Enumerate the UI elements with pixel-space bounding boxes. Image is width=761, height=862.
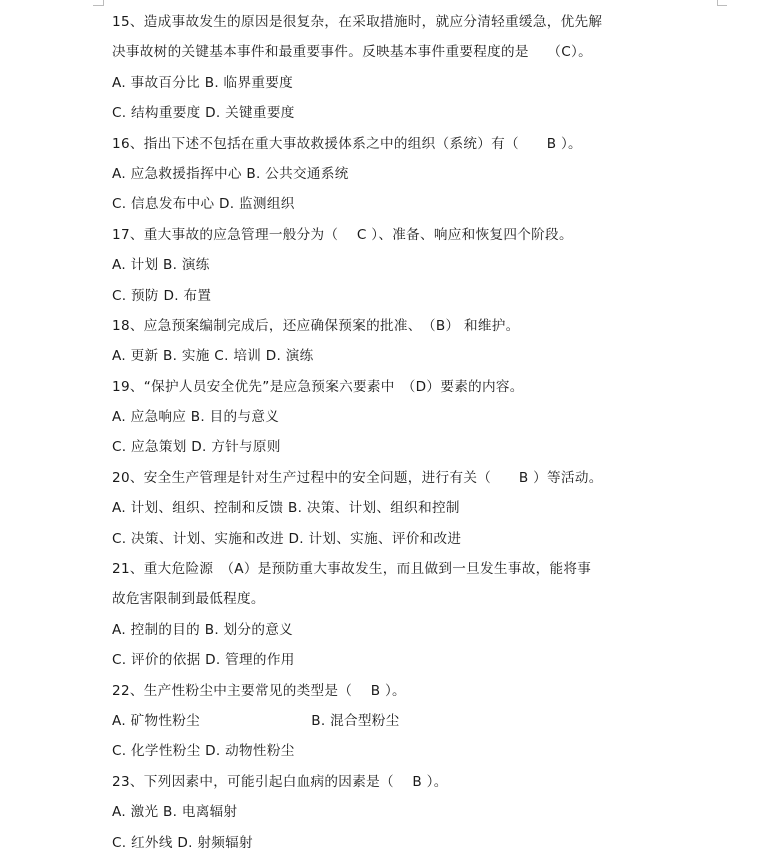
q18-options: A. 更新 B. 实施 C. 培训 D. 演练 [112, 348, 314, 365]
q21-line-1: 21、重大危险源 （A）是预防重大事故发生，而且做到一旦发生事故，能将事 [112, 561, 592, 578]
q21-options-cd: C. 评价的依据 D. 管理的作用 [112, 652, 295, 669]
q15-line-1: 15、造成事故发生的原因是很复杂，在采取措施时，就应分清轻重缓急，优先解 [112, 14, 603, 30]
q23-options-cd: C. 红外线 D. 射频辐射 [112, 834, 253, 851]
q22-stem: 22、生产性粉尘中主要常见的类型是（ B ）。 [112, 682, 406, 699]
page-corner-mark-left-h [93, 5, 103, 6]
q17-options-cd: C. 预防 D. 布置 [112, 287, 212, 304]
q19-options-cd: C. 应急策划 D. 方针与原则 [112, 439, 281, 456]
q21-line-2: 故危害限制到最低程度。 [112, 591, 265, 608]
q16-options-ab: A. 应急救援指挥中心 B. 公共交通系统 [112, 165, 349, 182]
document-body [112, 7, 632, 858]
q23-stem: 23、下列因素中，可能引起白血病的因素是（ B ）。 [112, 773, 448, 790]
q22-options-ab: A. 矿物性粉尘 B. 混合型粉尘 [112, 712, 400, 729]
q17-stem: 17、重大事故的应急管理一般分为（ C ）、准备、响应和恢复四个阶段。 [112, 226, 573, 243]
q19-options-ab: A. 应急响应 B. 目的与意义 [112, 409, 280, 426]
q16-options-cd: C. 信息发布中心 D. 监测组织 [112, 196, 295, 213]
q20-stem: 20、安全生产管理是针对生产过程中的安全问题，进行有关（ B ）等活动。 [112, 469, 603, 486]
page-corner-mark-right-h [717, 5, 727, 6]
q17-options-ab: A. 计划 B. 演练 [112, 257, 210, 274]
q23-options-ab: A. 激光 B. 电离辐射 [112, 804, 238, 821]
q20-options-ab: A. 计划、组织、控制和反馈 B. 决策、计划、组织和控制 [112, 500, 460, 517]
q19-stem: 19、“保护人员安全优先”是应急预案六要素中 （D）要素的内容。 [112, 378, 524, 395]
q20-options-cd: C. 决策、计划、实施和改进 D. 计划、实施、评价和改进 [112, 530, 462, 547]
q15-line-2: 决事故树的关键基本事件和最重要事件。反映基本事件重要程度的是 （C）。 [112, 44, 592, 61]
q22-options-cd: C. 化学性粉尘 D. 动物性粉尘 [112, 743, 295, 760]
q15-options-ab: A. 事故百分比 B. 临界重要度 [112, 74, 294, 91]
q15-options-cd: C. 结构重要度 D. 关键重要度 [112, 105, 295, 122]
q16-stem: 16、指出下述不包括在重大事故救援体系之中的组织（系统）有（ B ）。 [112, 135, 582, 152]
q18-stem: 18、应急预案编制完成后，还应确保预案的批准、 （B） 和维护。 [112, 317, 520, 334]
q21-options-ab: A. 控制的目的 B. 划分的意义 [112, 621, 294, 638]
